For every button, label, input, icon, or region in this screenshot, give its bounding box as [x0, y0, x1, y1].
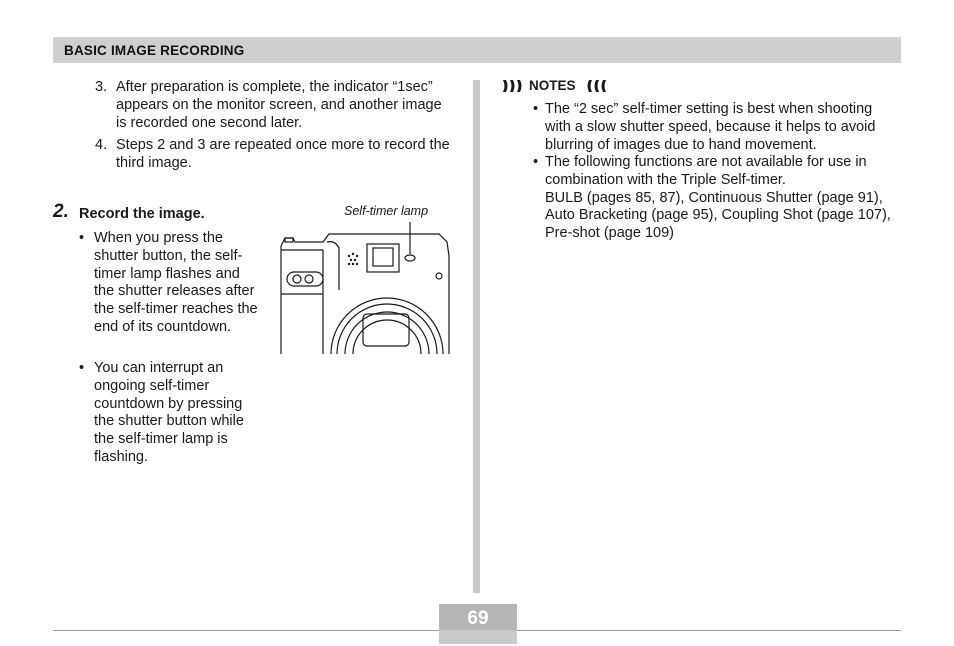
- notes-right-arrows-icon: [584, 80, 606, 92]
- bullet-icon: •: [533, 101, 539, 117]
- bullet-icon: •: [79, 230, 85, 246]
- section-title: BASIC IMAGE RECORDING: [64, 43, 245, 58]
- figure-caption: Self-timer lamp: [344, 204, 429, 218]
- column-divider: [473, 80, 480, 593]
- section-header-bar: [53, 37, 901, 63]
- notes-label: NOTES: [529, 78, 576, 93]
- note-text: The “2 sec” self-timer setting is best when shooting with a slow shutter speed, because it helps to avoid blurring of images due to hand movement.: [545, 101, 876, 153]
- bullet-icon: •: [533, 154, 539, 170]
- page-number-box: [439, 604, 517, 644]
- procedure-step-title: Record the image.: [79, 206, 205, 222]
- procedure-step-number: 2.: [53, 201, 69, 222]
- camera-illustration: [279, 220, 451, 356]
- notes-left-arrows-icon: [503, 80, 525, 92]
- step-text: Steps 2 and 3 are repeated once more to record the third image.: [116, 137, 450, 171]
- step-text: After preparation is complete, the indicator “1sec” appears on the monitor screen, and another image is recorded one second later.: [116, 79, 442, 131]
- page-number: 69: [467, 608, 489, 629]
- note-text: The following functions are not available for use in combination with the Triple Self-timer. BULB (pages 85, 87), Continuous Shutter (page 91), Auto Bracketing (page 95), Coupling Shot (page 107), Pre-shot (page 109): [545, 154, 891, 242]
- step-number: 4.: [95, 137, 108, 153]
- list-item-text: You can interrupt an ongoing self-timer countdown by pressing the shutter button while the self-timer lamp is flashing.: [94, 360, 244, 465]
- bullet-icon: •: [79, 360, 85, 376]
- list-item-text: When you press the shutter button, the self-timer lamp flashes and the shutter releases after the self-timer reaches the end of its countdown.: [94, 230, 258, 335]
- step-number: 3.: [95, 79, 108, 95]
